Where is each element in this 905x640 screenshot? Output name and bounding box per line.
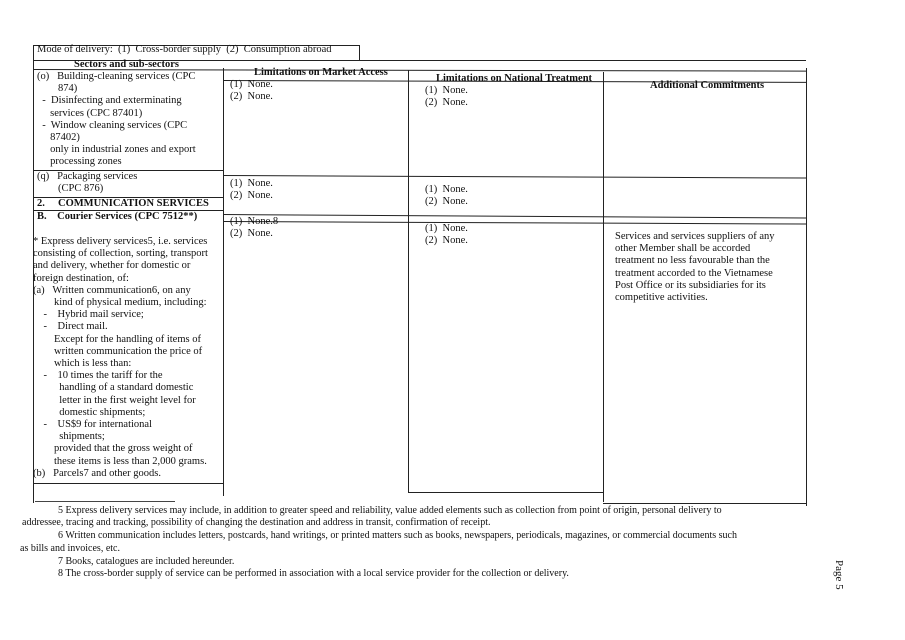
row-b-sector: * Express delivery services5, i.e. services consisting of collection, sorting, transport and delivery, whether for domestic or foreign destination, of: (a) Written communication6, on any kind of physical medium, including: - Hybrid mail service; - Direct mail. Except for the handling of items of written communication the price of which is less than: - 10 times the tariff for the handling of a standard domestic letter in the first weight level for domestic shipments; - US$9 for international shipments; provided that the gross weight of these items is less than 2,000 grams. (b) Parcels7 and other goods. xyxy=(33,236,208,479)
footnote-6-line-1: 6 Written communication includes letters, postcards, hand writings, or printed matters such as books, newspapers, periodicals, magazines, or commercial documents such xyxy=(58,530,737,541)
header-market-access: Limitations on Market Access xyxy=(254,67,388,78)
footnote-5-line-1: 5 Express delivery services may include, in addition to greater speed and reliability, value added elements such as collection from point of origin, personal delivery to xyxy=(58,505,722,516)
footnote-separator xyxy=(35,501,175,502)
footnote-7: 7 Books, catalogues are included hereunder. xyxy=(58,556,235,567)
header-national-treatment: Limitations on National Treatment xyxy=(436,73,593,84)
page-number: Page 5 xyxy=(833,560,845,590)
header-sectors: Sectors and sub-sectors xyxy=(74,59,179,70)
header-additional-commitments: Additional Commitments xyxy=(650,80,765,91)
row-b-market-access: (1) None.8 (2) None. xyxy=(230,216,279,240)
footnote-6-line-2: as bills and invoices, etc. xyxy=(20,543,120,554)
row-b-title: B. Courier Services (CPC 7512**) xyxy=(37,211,198,222)
section-communication-services: 2. COMMUNICATION SERVICES xyxy=(37,198,209,209)
footnote-8: 8 The cross-border supply of service can be performed in association with a local service provider for the collection or delivery. xyxy=(58,568,569,579)
row-b-national-treatment: (1) None. (2) None. xyxy=(425,223,468,247)
row-q-sector: (q) Packaging services (CPC 876) xyxy=(37,171,138,195)
row-o-sector: (o) Building-cleaning services (CPC 874) - Disinfecting and exterminating services (CPC 87401) - Window cleaning services (CPC 87402) only in industrial zones and export processing zones xyxy=(37,71,196,168)
row-o-national-treatment: (1) None. (2) None. xyxy=(425,85,468,109)
row-q-national-treatment: (1) None. (2) None. xyxy=(425,184,468,208)
row-b-additional-commitments: Services and services suppliers of any other Member shall be accorded treatment no less favourable than the treatment accorded to the Vietnamese Post Office or its subsidiaries for its competitive activities. xyxy=(615,231,775,304)
row-o-market-access: (1) None. (2) None. xyxy=(230,79,273,103)
mode-of-delivery: Mode of delivery: (1) Cross-border supply (2) Consumption abroad xyxy=(37,44,332,55)
row-q-market-access: (1) None. (2) None. xyxy=(230,178,273,202)
footnote-5-line-2: addressee, tracing and tracking, possibility of changing the destination and address in transit, confirmation of receipt. xyxy=(22,517,491,528)
